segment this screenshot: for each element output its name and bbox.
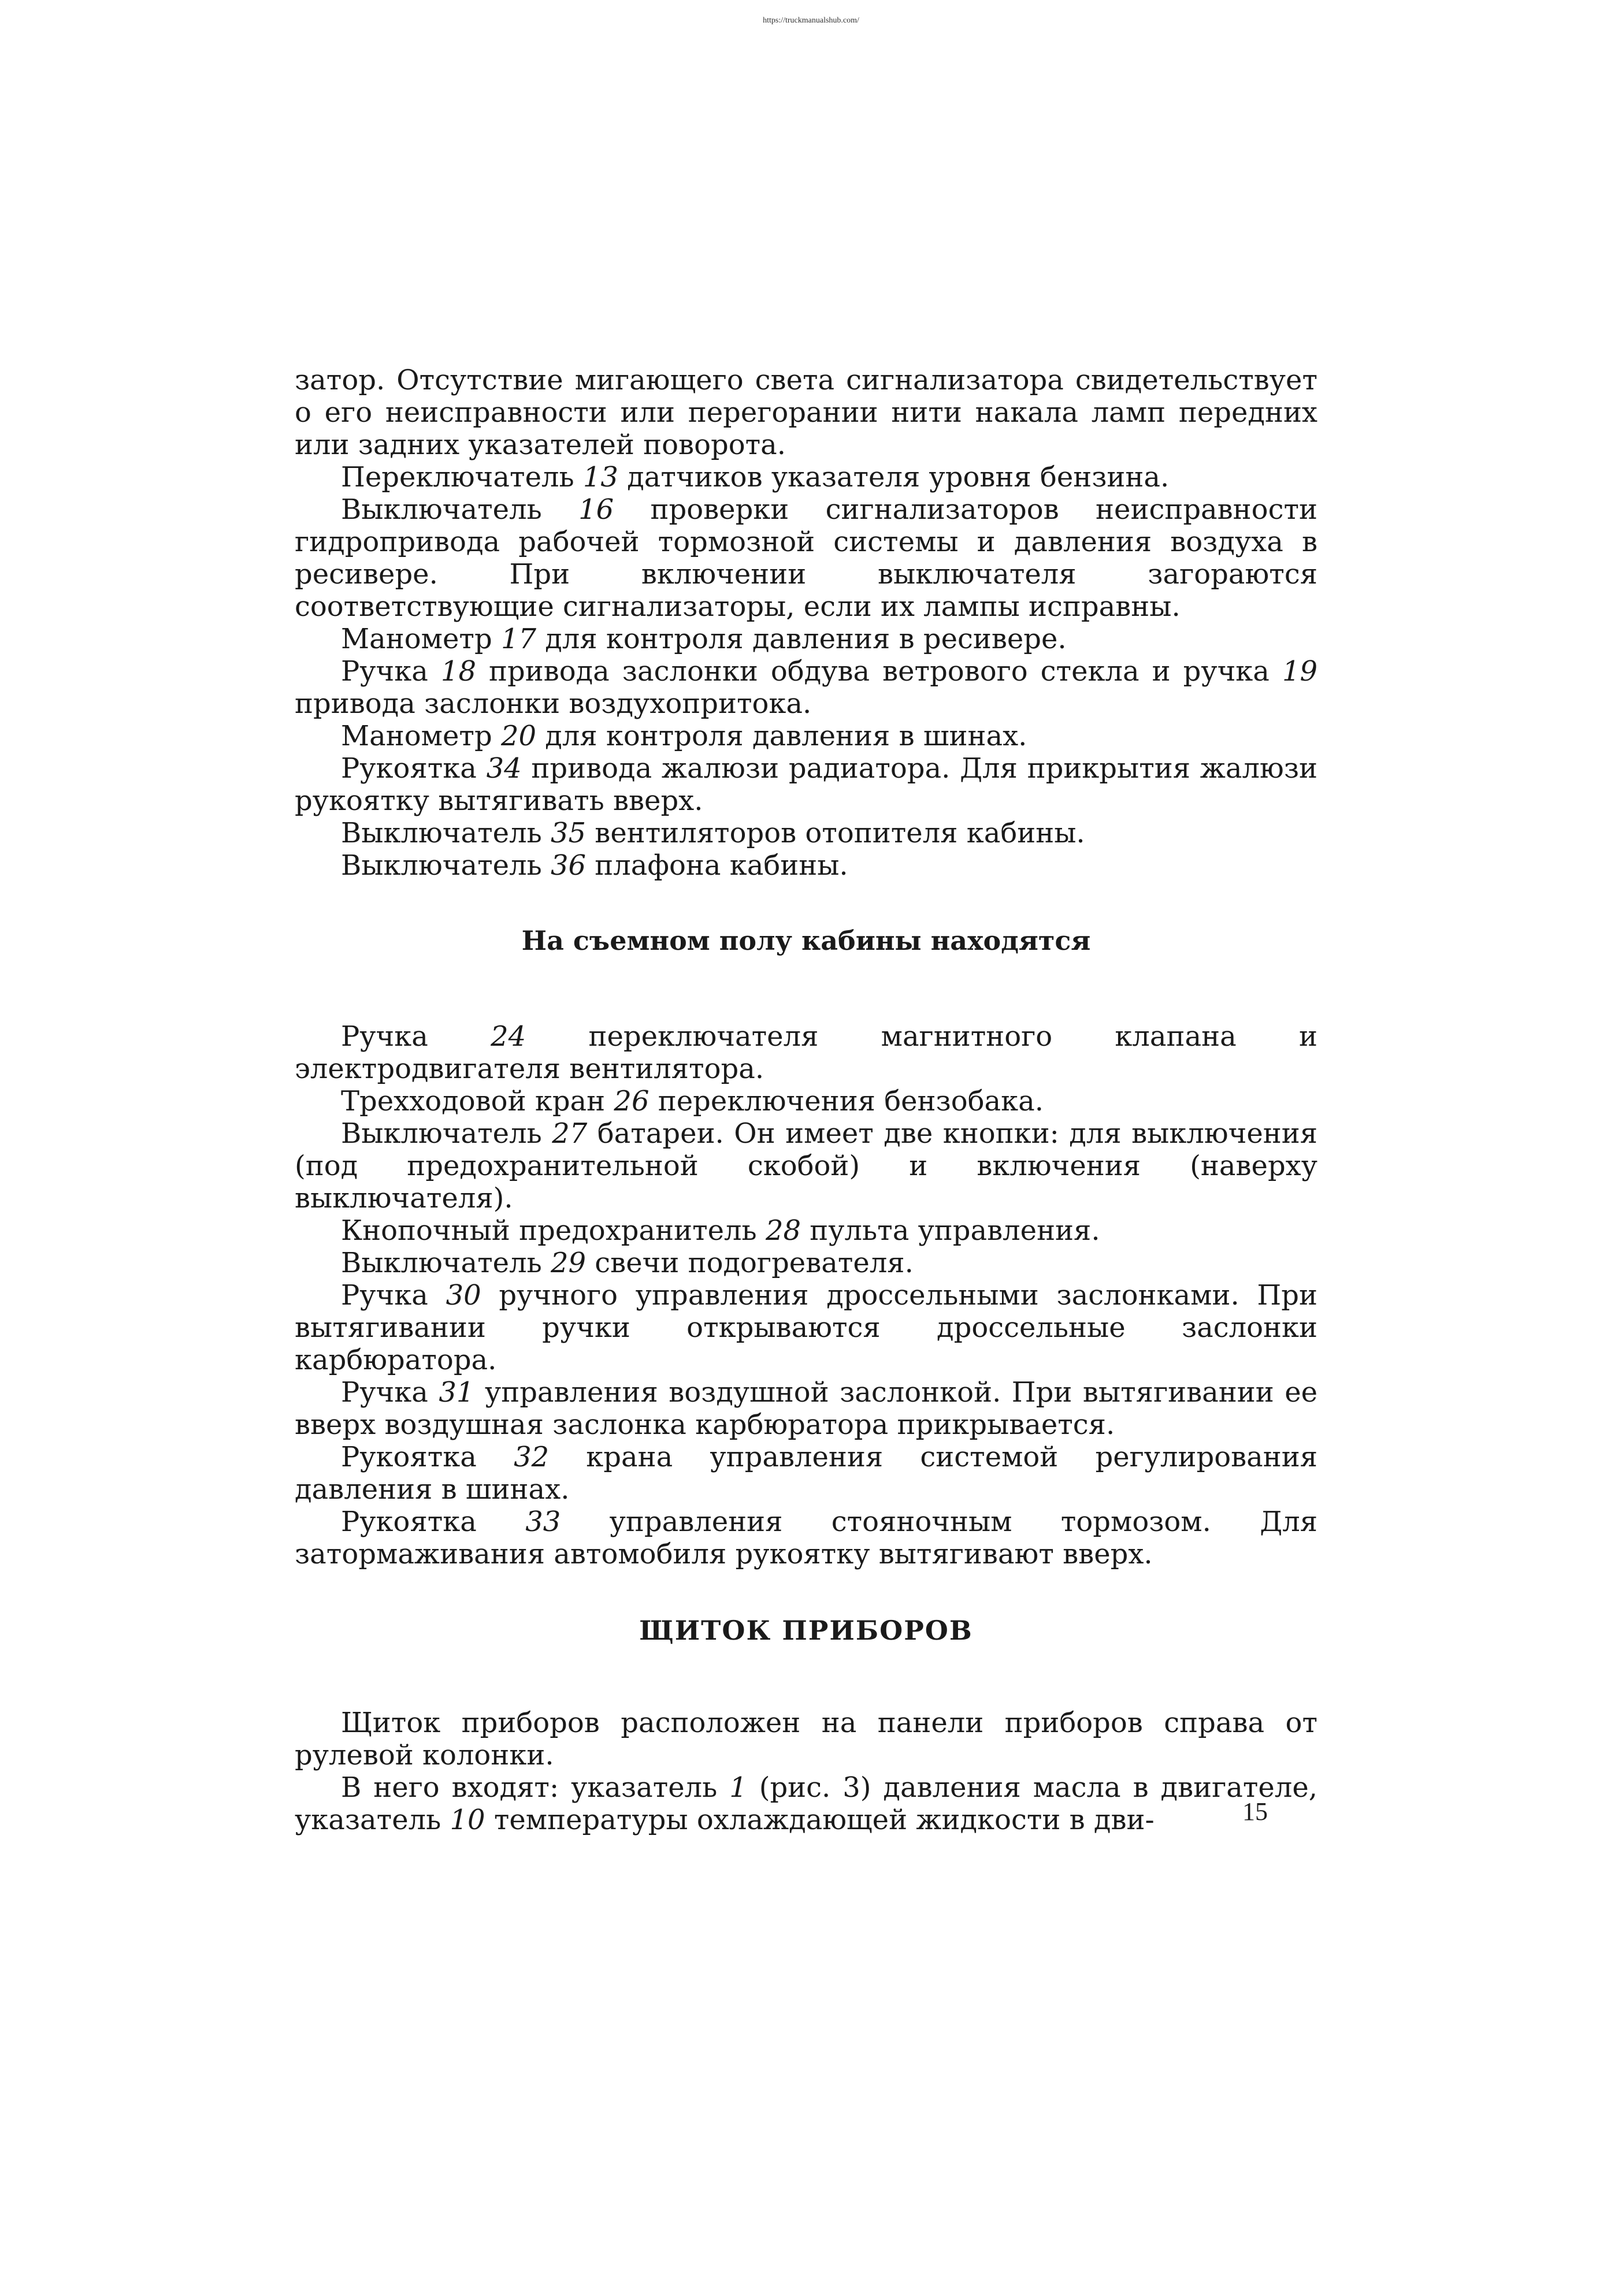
- ref-number: 27: [552, 1117, 588, 1150]
- paragraph: В него входят: указатель 1 (рис. 3) давления масла в двигателе, указатель 10 температуры охлаждающей жидкости в дви-: [295, 1771, 1317, 1836]
- source-url: https://truckmanualshub.com/: [763, 16, 859, 25]
- ref-number: 26: [614, 1085, 649, 1117]
- ref-number: 19: [1282, 655, 1318, 688]
- paragraph: Выключатель 36 плафона кабины.: [341, 849, 848, 882]
- paragraph: Выключатель 29 свечи подогревателя.: [341, 1247, 914, 1279]
- paragraph: Выключатель 27 батареи. Он имеет две кнопки: для выключения (под предохранительной скобой) и включения (наверху выключателя).: [295, 1117, 1318, 1214]
- ref-number: 20: [500, 720, 537, 752]
- ref-number: 1: [729, 1771, 747, 1804]
- paragraph: Ручка 24 переключателя магнитного клапана и электродвигателя вентилятора.: [295, 1020, 1317, 1085]
- paragraph: Ручка 31 управления воздушной заслонкой. При вытягивании ее вверх воздушная заслонка карбюратора прикрывается.: [295, 1376, 1318, 1441]
- ref-number: 35: [550, 817, 587, 849]
- ref-number: 16: [578, 493, 614, 526]
- paragraph: Манометр 17 для контроля давления в ресивере.: [341, 623, 1067, 655]
- ref-number: 28: [765, 1214, 801, 1247]
- section-heading: На съемном полу кабины находятся: [521, 925, 1091, 956]
- paragraph: Манометр 20 для контроля давления в шинах.: [341, 720, 1027, 752]
- ref-number: 29: [550, 1247, 587, 1279]
- page-number: 15: [1242, 1797, 1268, 1826]
- paragraph: Кнопочный предохранитель 28 пульта управления.: [341, 1214, 1100, 1247]
- paragraph: Выключатель 16 проверки сигнализаторов неисправности гидропривода рабочей тормозной системы и давления воздуха в ресивере. При включении выключателя загораются соответствующие сигнализаторы, если их лампы исправны.: [295, 493, 1318, 623]
- ref-number: 34: [486, 752, 522, 785]
- ref-number: 18: [440, 655, 476, 688]
- ref-number: 10: [450, 1804, 485, 1836]
- paragraph: Ручка 30 ручного управления дроссельными заслонками. При вытягивании ручки открываются дроссельные заслонки карбюратора.: [295, 1279, 1317, 1376]
- ref-number: 32: [514, 1441, 550, 1473]
- paragraph: Трехходовой кран 26 переключения бензобака.: [341, 1085, 1044, 1117]
- ref-number: 31: [439, 1376, 474, 1409]
- paragraph: Ручка 18 привода заслонки обдува ветрового стекла и ручка 19 привода заслонки воздухопритока.: [295, 655, 1318, 720]
- ref-number: 36: [550, 849, 587, 882]
- paragraph: Щиток приборов расположен на панели приборов справа от рулевой колонки.: [295, 1707, 1317, 1771]
- ref-number: 17: [500, 623, 537, 655]
- paragraph: затор. Отсутствие мигающего света сигнализатора свидетельствует о его неисправности или перегорании нити накала ламп передних или задних указателей поворота.: [295, 364, 1317, 461]
- paragraph: Выключатель 35 вентиляторов отопителя кабины.: [341, 817, 1085, 849]
- paragraph: Рукоятка 34 привода жалюзи радиатора. Для прикрытия жалюзи рукоятку вытягивать вверх.: [295, 752, 1317, 817]
- ref-number: 33: [525, 1506, 561, 1538]
- ref-number: 13: [582, 461, 618, 493]
- paragraph: Рукоятка 32 крана управления системой регулирования давления в шинах.: [295, 1441, 1317, 1506]
- section-heading: ЩИТОК ПРИБОРОВ: [639, 1615, 973, 1646]
- page-body: [295, 364, 1317, 1836]
- paragraph: Переключатель 13 датчиков указателя уровня бензина.: [341, 461, 1170, 493]
- ref-number: 30: [446, 1279, 481, 1312]
- paragraph: Рукоятка 33 управления стояночным тормозом. Для затормаживания автомобиля рукоятку вытягивают вверх.: [295, 1506, 1317, 1570]
- ref-number: 24: [491, 1020, 526, 1053]
